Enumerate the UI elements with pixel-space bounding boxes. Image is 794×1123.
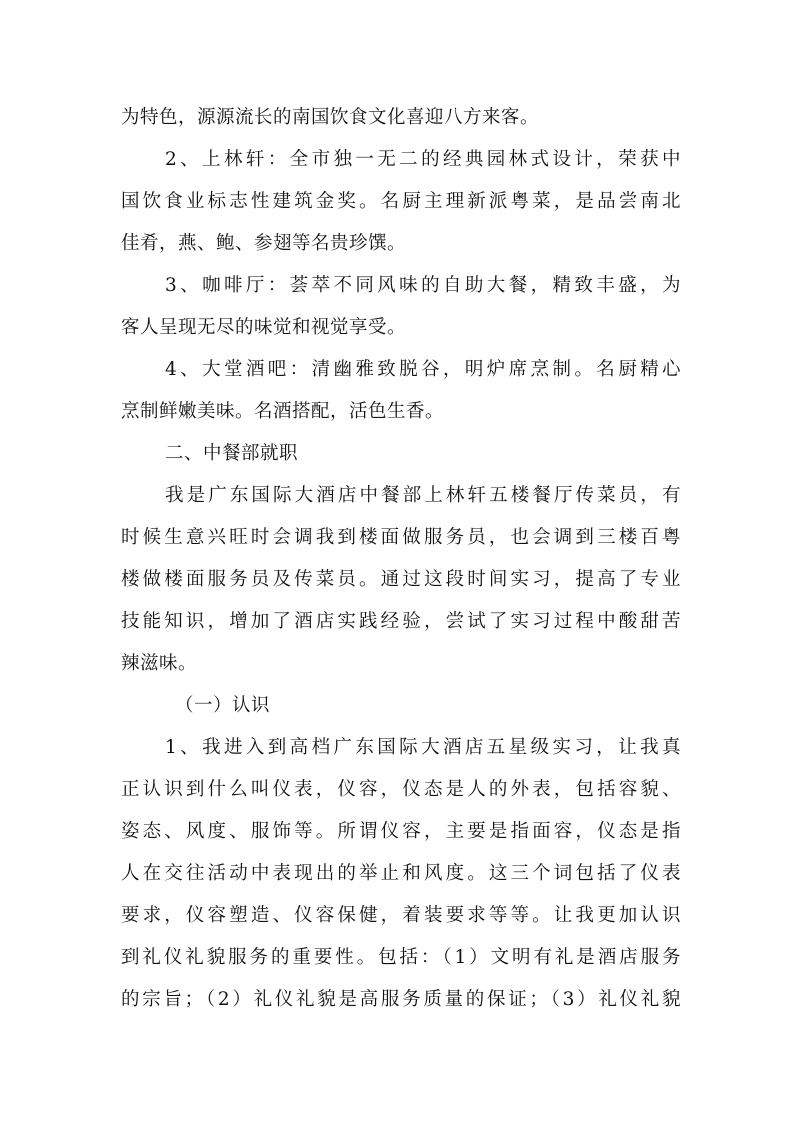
- text-line: 时候生意兴旺时会调我到楼面做服务员，也会调到三楼百粤: [121, 527, 681, 548]
- text-line: 客人呈现无尽的味觉和视觉享受。: [121, 317, 407, 338]
- text-line: 姿态、风度、服饰等。所谓仪容，主要是指面容，仪态是指: [121, 821, 681, 842]
- text-line: 1、我进入到高档广东国际大酒店五星级实习，让我真: [165, 737, 681, 758]
- text-line: 正认识到什么叫仪表，仪容，仪态是人的外表，包括容貌、: [121, 779, 681, 800]
- text-line: 楼做楼面服务员及传菜员。通过这段时间实习，提高了专业: [121, 569, 681, 590]
- text-line: 要求，仪容塑造、仪容保健，着装要求等等。让我更加认识: [121, 905, 681, 926]
- text-line: 为特色，源源流长的南国饮食文化喜迎八方来客。: [121, 107, 540, 128]
- text-line: 到礼仪礼貌服务的重要性。包括：（1）文明有礼是酒店服务: [121, 947, 681, 968]
- text-line: 技能知识，增加了酒店实践经验，尝试了实习过程中酸甜苦: [121, 611, 681, 632]
- text-line: 3、咖啡厅：荟萃不同风味的自助大餐，精致丰盛，为: [165, 275, 681, 296]
- subsection-heading: （一）认识: [175, 695, 271, 716]
- text-line: 佳肴，燕、鲍、参翅等名贵珍馔。: [121, 233, 407, 254]
- text-line: 人在交往活动中表现出的举止和风度。这三个词包括了仪表: [121, 863, 681, 884]
- text-line: 烹制鲜嫩美味。名酒搭配，活色生香。: [121, 401, 445, 422]
- text-line: 的宗旨；（2）礼仪礼貌是高服务质量的保证；（3）礼仪礼貌: [121, 989, 681, 1010]
- text-line: 我是广东国际大酒店中餐部上林轩五楼餐厅传菜员，有: [165, 485, 681, 506]
- text-line: 辣滋味。: [121, 653, 198, 674]
- section-heading: 二、中餐部就职: [165, 443, 299, 464]
- text-line: 2、上林轩：全市独一无二的经典园林式设计，荣获中: [165, 149, 681, 170]
- text-line: 4、大堂酒吧：清幽雅致脱谷，明炉席烹制。名厨精心: [165, 359, 681, 380]
- text-line: 国饮食业标志性建筑金奖。名厨主理新派粤菜，是品尝南北: [121, 191, 681, 212]
